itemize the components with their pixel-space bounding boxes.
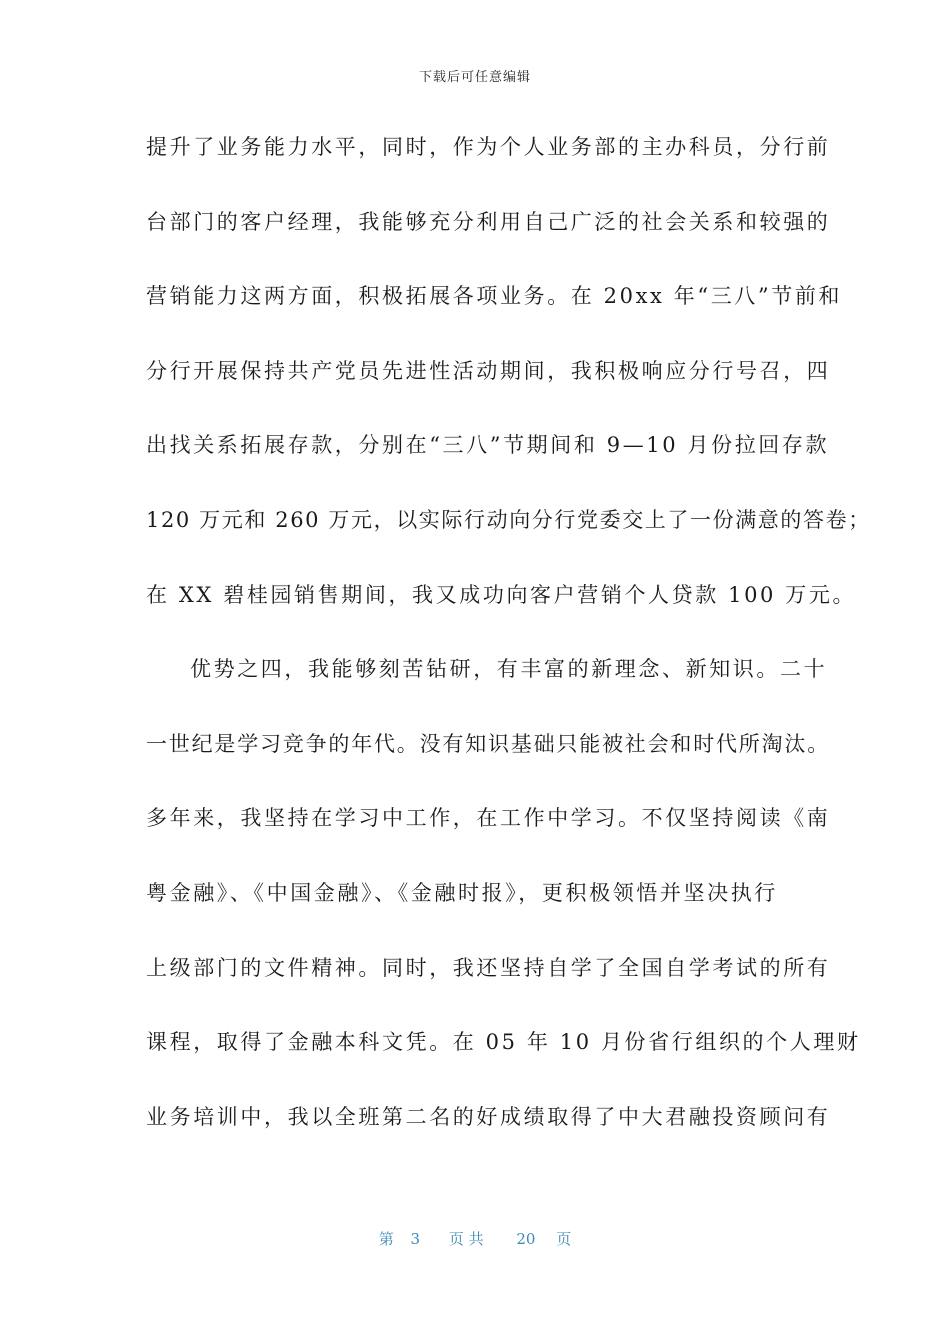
page-header-note: 下载后可任意编辑 (418, 70, 531, 85)
text-line-6: 120 万元和 260 万元，以实际行动向分行党委交上了一份满意的答卷； (146, 507, 871, 532)
text-line-12: 上级部门的文件精神。同时，我还坚持自学了全国自学考试的所有 (146, 955, 831, 980)
footer-suffix: 页 (556, 1230, 572, 1248)
text-line-9: 一世纪是学习竞争的年代。没有知识基础只能被社会和时代所淘汰。 (146, 731, 830, 756)
document-body (146, 125, 871, 1169)
text-line-7: 在 XX 碧桂园销售期间，我又成功向客户营销个人贷款 100 万元。 (146, 582, 857, 607)
footer-middle: 页 共 (448, 1230, 484, 1248)
text-line-13: 课程，取得了金融本科文凭。在 05 年 10 月份省行组织的个人理财 (146, 1030, 861, 1055)
text-line-4: 分行开展保持共产党员先进性活动期间，我积极响应分行号召，四 (146, 358, 831, 383)
text-line-10: 多年来，我坚持在学习中工作，在工作中学习。不仅坚持阅读《南 (146, 806, 831, 831)
text-line-2: 台部门的客户经理，我能够充分利用自己广泛的社会关系和较强的 (146, 209, 831, 234)
footer-total-pages: 20 (516, 1230, 536, 1248)
text-line-3: 营销能力这两方面，积极拓展各项业务。在 20xx 年“三八”节前和 (146, 284, 843, 309)
text-line-1: 提升了业务能力水平，同时，作为个人业务部的主办科员，分行前 (146, 135, 831, 159)
text-line-11: 粤金融》、《中国金融》、《金融时报》，更积极领悟并坚决执行 (146, 880, 778, 905)
page-footer (0, 1228, 950, 1249)
text-line-5: 出找关系拓展存款，分别在“三八”节期间和 9—10 月份拉回存款 (146, 433, 830, 458)
footer-current-page: 3 (410, 1230, 421, 1248)
text-line-14: 业务培训中，我以全班第二名的好成绩取得了中大君融投资顾问有 (146, 1104, 831, 1129)
footer-prefix: 第 (378, 1230, 394, 1248)
text-line-8: 优势之四，我能够刻苦钻研，有丰富的新理念、新知识。二十 (190, 657, 828, 682)
